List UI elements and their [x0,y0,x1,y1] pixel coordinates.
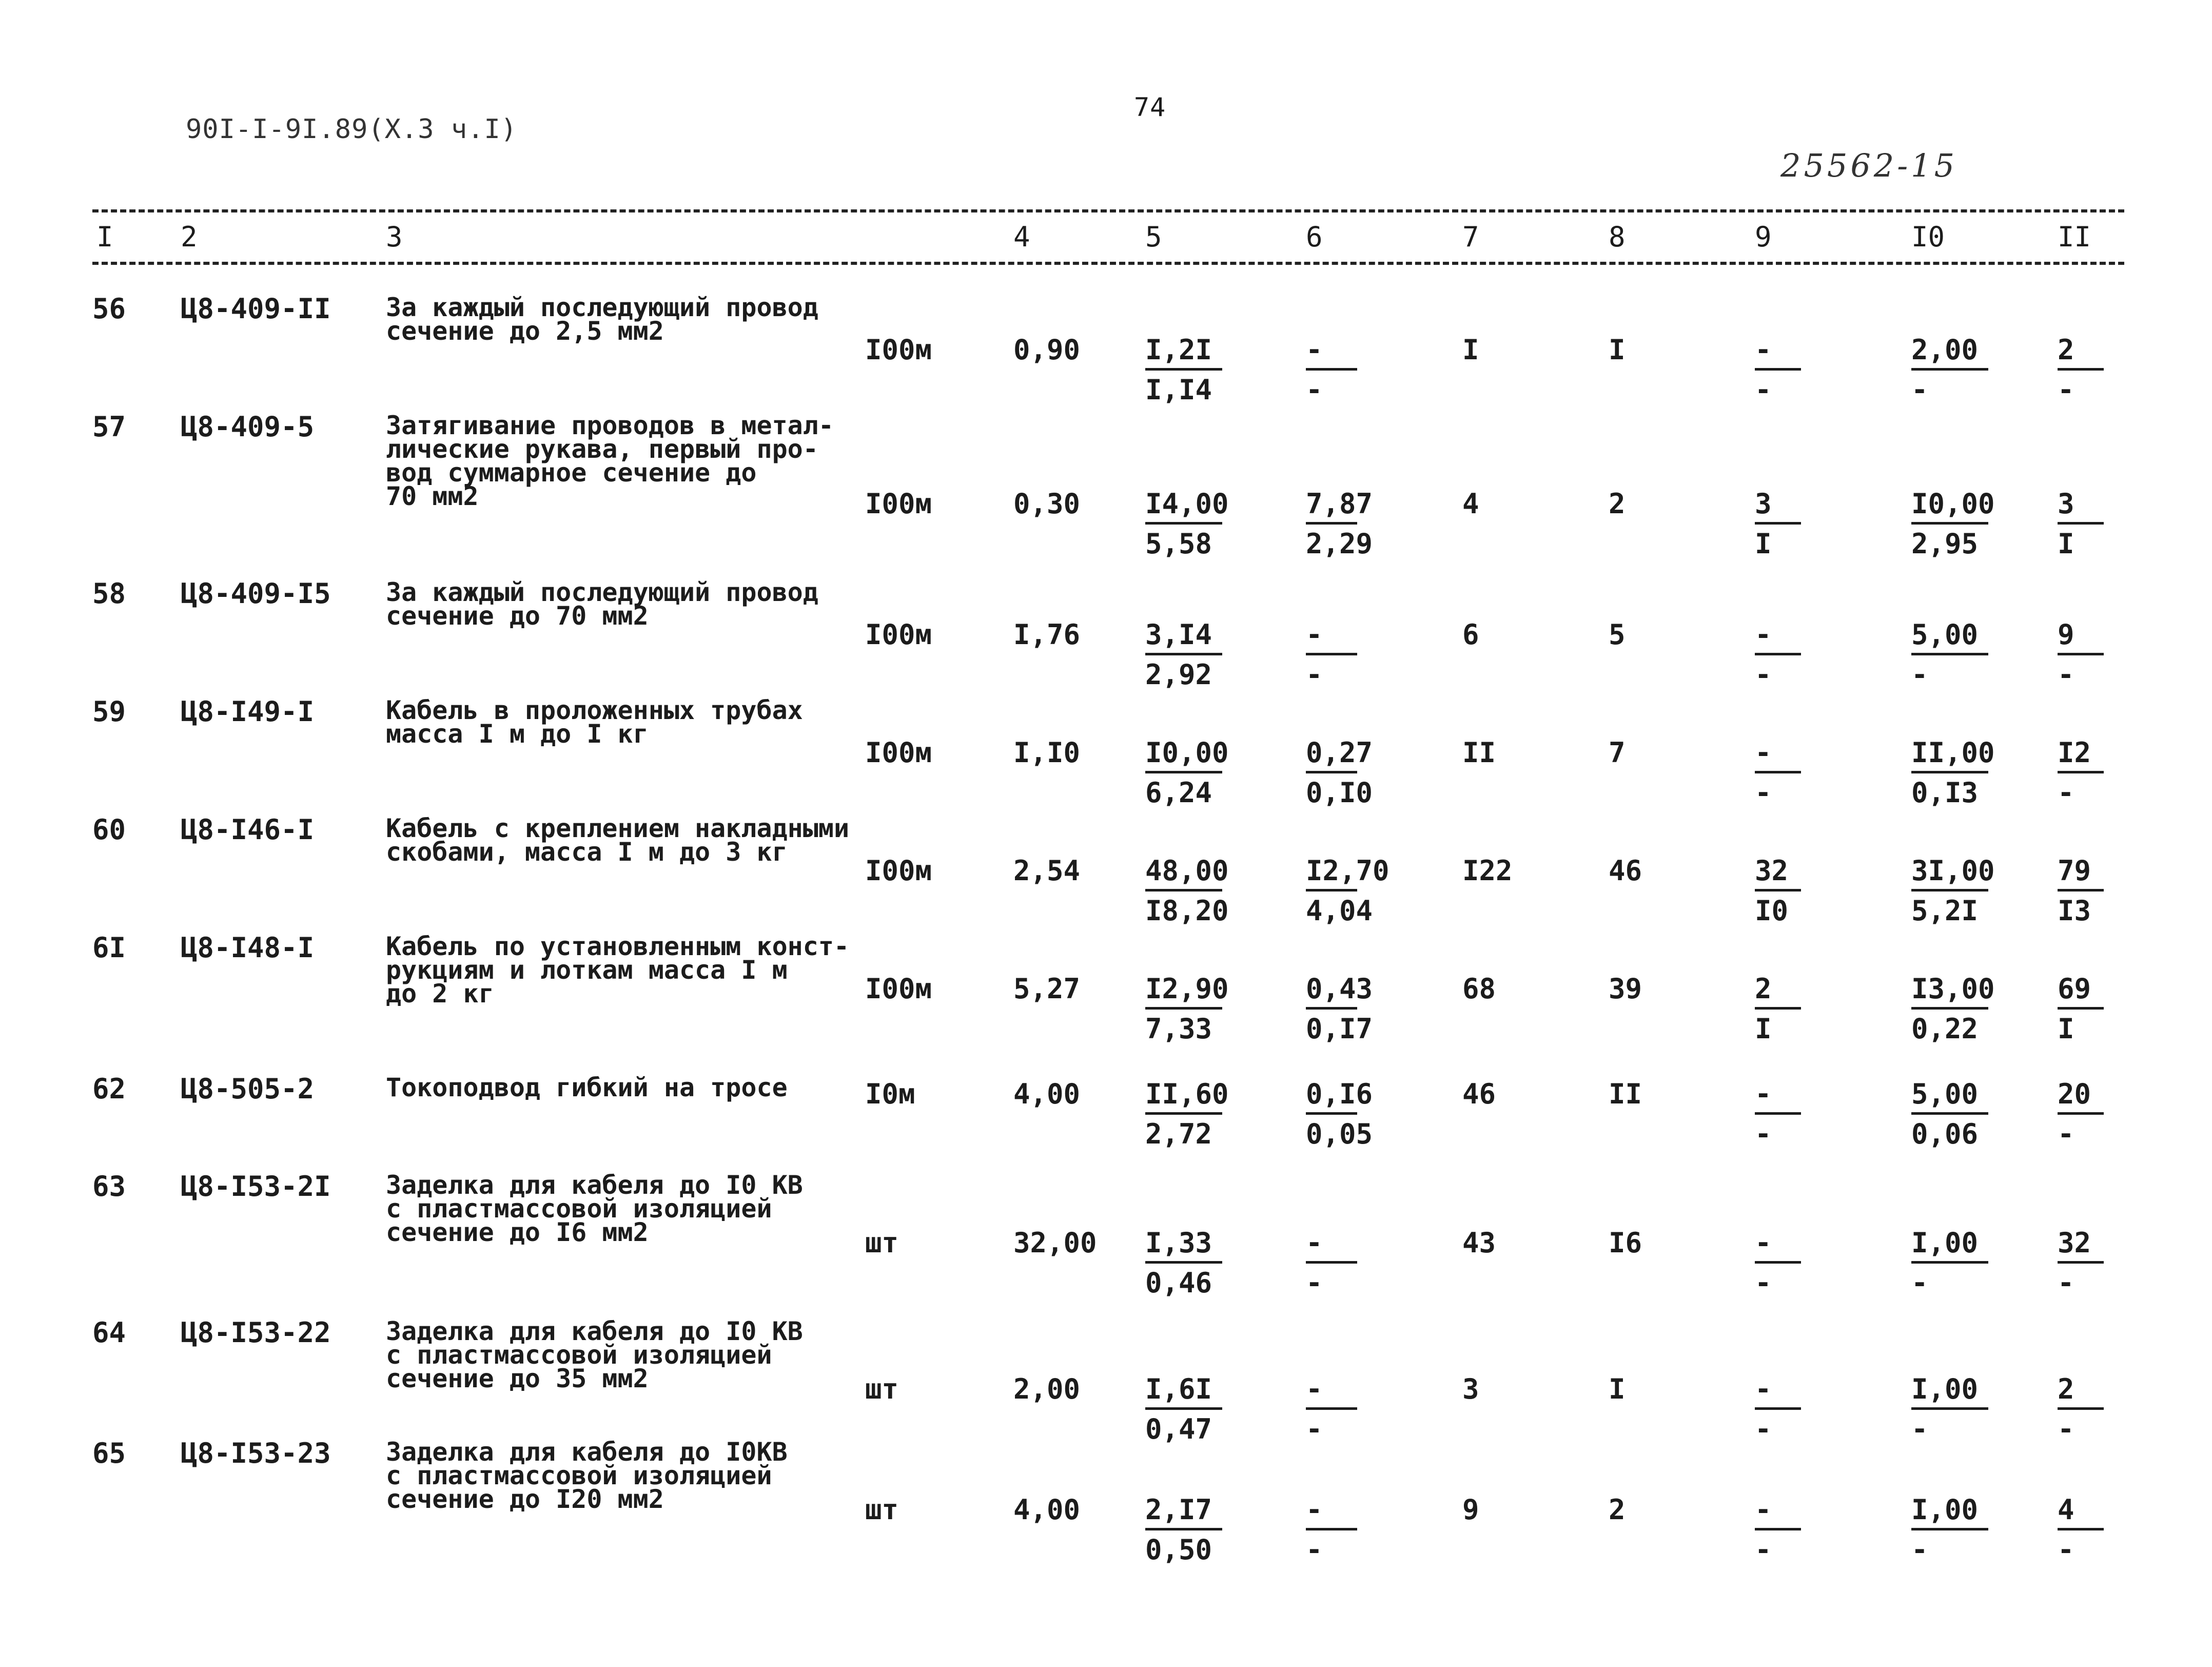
fraction-bar [1755,889,1801,891]
row-number: 57 [92,411,126,443]
column-10-value-denominator: 0,06 [1911,1118,1979,1150]
fraction-bar [1755,368,1801,371]
fraction-bar [1306,1007,1357,1010]
column-9-value-numerator: - [1755,334,1772,366]
column-6-value-numerator: - [1306,1373,1323,1405]
column-10-value-numerator: 5,00 [1911,618,1979,651]
fraction-bar [1911,1528,1988,1530]
column-5-value [1145,488,1229,560]
column-5-value-denominator: I,I4 [1145,374,1212,406]
column-9-value-numerator: 32 [1755,855,1789,887]
document-code: 90I-I-9I.89(X.3 ч.I) [186,114,518,145]
column-11-value-numerator: 4 [2058,1494,2074,1526]
quantity: I,I0 [1013,736,1081,769]
column-11-value [2058,618,2104,691]
column-6-value-denominator: - [1306,1413,1323,1445]
column-9-value-numerator: - [1755,1494,1772,1526]
column-8-value: 2 [1609,488,1626,520]
work-description: За каждый последующий провод сечение до 2,5 мм2 [386,293,818,346]
column-11-value-numerator: 2 [2058,334,2074,366]
column-10-value-numerator: I,00 [1911,1227,1979,1259]
unit-of-measure: I00м [865,334,932,366]
column-11-value-numerator: 9 [2058,618,2074,651]
column-11-value-numerator: I2 [2058,736,2091,769]
fraction-bar [2058,889,2104,891]
column-header: 3 [386,221,403,253]
column-6-value-denominator: 2,29 [1306,528,1373,560]
column-11-value-numerator: 32 [2058,1227,2091,1259]
column-11-value-denominator: I3 [2058,895,2091,927]
column-8-value: 5 [1609,618,1626,651]
rate-code: Ц8-505-2 [181,1073,315,1105]
fraction-bar [1145,368,1222,371]
column-11-value-denominator: - [2058,777,2074,809]
column-8-value: 46 [1609,855,1642,887]
column-9-value-denominator: I [1755,528,1772,560]
column-8-value: I [1609,334,1626,366]
fraction-bar [1755,653,1801,655]
column-10-value [1911,618,1988,691]
column-10-value-numerator: 2,00 [1911,334,1979,366]
unit-of-measure: I0м [865,1078,915,1110]
column-11-value-numerator: 20 [2058,1078,2091,1110]
fraction-bar [1306,889,1357,891]
column-10-value [1911,1373,1988,1445]
column-9-value-denominator: I [1755,1013,1772,1045]
inventory-number: 25562-15 [1780,147,1958,184]
fraction-bar [1755,1261,1801,1264]
column-11-value-numerator: 69 [2058,973,2091,1005]
column-5-value-numerator: 3,I4 [1145,618,1212,651]
fraction-bar [1306,653,1357,655]
column-10-value-denominator: 2,95 [1911,528,1979,560]
column-10-value-denominator: 0,I3 [1911,777,1979,809]
fraction-bar [2058,522,2104,525]
column-header: 4 [1013,221,1030,253]
column-11-value [2058,488,2104,560]
column-5-value-denominator: 0,46 [1145,1267,1212,1299]
column-10-value-denominator: - [1911,658,1928,691]
column-9-value [1755,618,1801,691]
column-8-value: II [1609,1078,1642,1110]
work-description: Затягивание проводов в метал- лические рукава, первый про- вод суммарное сечение до 70 мм2 [386,411,834,511]
column-6-value-denominator: - [1306,658,1323,691]
column-5-value-denominator: 0,50 [1145,1534,1212,1566]
column-header: 9 [1755,221,1772,253]
column-9-value [1755,1078,1801,1150]
column-11-value-denominator: I [2058,528,2074,560]
column-9-value [1755,1494,1801,1566]
column-9-value [1755,973,1801,1045]
column-5-value-numerator: 2,I7 [1145,1494,1212,1526]
column-header: 6 [1306,221,1323,253]
column-10-value-numerator: 5,00 [1911,1078,1979,1110]
column-7-value: 46 [1462,1078,1496,1110]
column-9-value-denominator: - [1755,1413,1772,1445]
fraction-bar [1911,1112,1988,1115]
column-10-value-denominator: - [1911,1413,1928,1445]
fraction-bar [1145,1407,1222,1410]
column-8-value: I6 [1609,1227,1642,1259]
column-10-value-numerator: I3,00 [1911,973,1995,1005]
rate-code: Ц8-I53-23 [181,1437,331,1469]
header-dashed-rule-bottom [92,262,2124,265]
column-6-value [1306,1078,1373,1150]
column-10-value-denominator: - [1911,374,1928,406]
column-5-value-numerator: I,2I [1145,334,1212,366]
column-5-value [1145,1227,1222,1299]
column-8-value: 39 [1609,973,1642,1005]
column-10-value [1911,973,1995,1045]
fraction-bar [1911,889,1988,891]
column-6-value-denominator: - [1306,374,1323,406]
column-9-value-numerator: - [1755,1078,1772,1110]
page-number: 74 [1134,92,1166,122]
column-10-value-denominator: - [1911,1267,1928,1299]
column-10-value [1911,736,1995,809]
fraction-bar [1306,1261,1357,1264]
column-9-value [1755,855,1801,927]
fraction-bar [1755,522,1801,525]
row-number: 64 [92,1316,126,1349]
unit-of-measure: I00м [865,855,932,887]
column-5-value-denominator: 5,58 [1145,528,1212,560]
column-9-value-denominator: - [1755,1118,1772,1150]
column-10-value [1911,488,1995,560]
column-5-value-denominator: 7,33 [1145,1013,1212,1045]
column-11-value-denominator: - [2058,1413,2074,1445]
column-11-value [2058,973,2104,1045]
fraction-bar [1145,653,1222,655]
column-11-value-denominator: - [2058,1267,2074,1299]
column-7-value: 43 [1462,1227,1496,1259]
fraction-bar [1755,1007,1801,1010]
quantity: I,76 [1013,618,1081,651]
column-6-value-numerator: I2,70 [1306,855,1389,887]
column-6-value [1306,618,1357,691]
fraction-bar [2058,1528,2104,1530]
column-6-value-denominator: - [1306,1267,1323,1299]
rate-code: Ц8-I49-I [181,695,315,728]
column-6-value [1306,488,1373,560]
work-description: Заделка для кабеля до I0 КВ с пластмассовой изоляцией сечение до 35 мм2 [386,1316,803,1393]
column-11-value-denominator: - [2058,1534,2074,1566]
work-description: Кабель по установленным конст- рукциям и лоткам масса I м до 2 кг [386,932,850,1009]
unit-of-measure: I00м [865,618,932,651]
column-10-value [1911,1227,1988,1299]
column-7-value: II [1462,736,1496,769]
fraction-bar [1145,1261,1222,1264]
column-9-value [1755,488,1801,560]
column-5-value-numerator: I,33 [1145,1227,1212,1259]
fraction-bar [1145,522,1222,525]
column-11-value [2058,334,2104,406]
column-7-value: I [1462,334,1479,366]
column-11-value-numerator: 79 [2058,855,2091,887]
column-6-value [1306,973,1373,1045]
column-header: 5 [1145,221,1162,253]
column-9-value-numerator: 3 [1755,488,1772,520]
fraction-bar [1911,1407,1988,1410]
column-7-value: 4 [1462,488,1479,520]
fraction-bar [2058,1407,2104,1410]
quantity: 0,30 [1013,488,1081,520]
fraction-bar [1145,889,1222,891]
quantity: 5,27 [1013,973,1081,1005]
column-5-value-numerator: I,6I [1145,1373,1212,1405]
column-6-value [1306,736,1373,809]
column-6-value-numerator: 7,87 [1306,488,1373,520]
column-header: II [2058,221,2091,253]
column-11-value [2058,736,2104,809]
work-description: Заделка для кабеля до I0КВ с пластмассовой изоляцией сечение до I20 мм2 [386,1437,788,1514]
rate-code: Ц8-I53-22 [181,1316,331,1349]
column-10-value [1911,1078,1988,1150]
unit-of-measure: I00м [865,488,932,520]
column-header: 2 [181,221,198,253]
rate-code: Ц8-I53-2I [181,1170,331,1203]
fraction-bar [1145,1528,1222,1530]
column-6-value-numerator: 0,27 [1306,736,1373,769]
column-6-value-denominator: 0,I0 [1306,777,1373,809]
column-5-value [1145,1373,1222,1445]
column-5-value [1145,973,1229,1045]
work-description: Заделка для кабеля до I0 КВ с пластмассовой изоляцией сечение до I6 мм2 [386,1170,803,1247]
column-5-value-numerator: II,60 [1145,1078,1229,1110]
column-header: I0 [1911,221,1945,253]
column-9-value-numerator: - [1755,736,1772,769]
column-11-value [2058,1373,2104,1445]
fraction-bar [1145,1007,1222,1010]
column-6-value-denominator: - [1306,1534,1323,1566]
column-10-value [1911,1494,1988,1566]
fraction-bar [1306,522,1357,525]
column-6-value-denominator: 4,04 [1306,895,1373,927]
fraction-bar [1306,368,1357,371]
quantity: 32,00 [1013,1227,1097,1259]
column-11-value-numerator: 3 [2058,488,2074,520]
column-5-value-denominator: 6,24 [1145,777,1212,809]
column-7-value: I22 [1462,855,1513,887]
column-6-value [1306,855,1389,927]
fraction-bar [1911,1261,1988,1264]
column-10-value-denominator: 0,22 [1911,1013,1979,1045]
quantity: 2,00 [1013,1373,1081,1405]
column-9-value-numerator: - [1755,618,1772,651]
column-11-value-denominator: - [2058,658,2074,691]
column-9-value [1755,1227,1801,1299]
fraction-bar [1145,1112,1222,1115]
column-10-value-denominator: 5,2I [1911,895,1979,927]
fraction-bar [1911,368,1988,371]
column-header: I [96,221,113,253]
column-6-value [1306,334,1357,406]
row-number: 60 [92,813,126,846]
row-number: 65 [92,1437,126,1469]
work-description: За каждый последующий провод сечение до 70 мм2 [386,577,818,631]
row-number: 6I [92,932,126,964]
column-5-value-numerator: I0,00 [1145,736,1229,769]
column-9-value-denominator: - [1755,1267,1772,1299]
column-11-value-numerator: 2 [2058,1373,2074,1405]
unit-of-measure: I00м [865,736,932,769]
column-7-value: 6 [1462,618,1479,651]
column-header: 7 [1462,221,1479,253]
column-6-value-numerator: 0,I6 [1306,1078,1373,1110]
column-9-value [1755,1373,1801,1445]
column-6-value-numerator: - [1306,1494,1323,1526]
column-10-value-numerator: I,00 [1911,1373,1979,1405]
fraction-bar [2058,653,2104,655]
column-10-value [1911,334,1988,406]
column-9-value-denominator: - [1755,1534,1772,1566]
column-5-value-numerator: I2,90 [1145,973,1229,1005]
row-number: 62 [92,1073,126,1105]
column-6-value [1306,1227,1357,1299]
fraction-bar [1306,771,1357,773]
fraction-bar [2058,1261,2104,1264]
column-6-value-numerator: - [1306,618,1323,651]
column-9-value-denominator: - [1755,374,1772,406]
column-11-value-denominator: - [2058,1118,2074,1150]
column-9-value-denominator: - [1755,658,1772,691]
rate-code: Ц8-I46-I [181,813,315,846]
column-5-value-numerator: 48,00 [1145,855,1229,887]
fraction-bar [1306,1528,1357,1530]
column-7-value: 68 [1462,973,1496,1005]
column-5-value [1145,1494,1222,1566]
row-number: 59 [92,695,126,728]
unit-of-measure: шт [865,1494,899,1526]
rate-code: Ц8-409-5 [181,411,315,443]
fraction-bar [1755,1112,1801,1115]
column-9-value-denominator: - [1755,777,1772,809]
column-10-value-numerator: I,00 [1911,1494,1979,1526]
column-5-value-denominator: 0,47 [1145,1413,1212,1445]
row-number: 56 [92,293,126,325]
fraction-bar [1755,771,1801,773]
column-9-value-numerator: - [1755,1373,1772,1405]
column-6-value-numerator: - [1306,1227,1323,1259]
column-5-value-denominator: I8,20 [1145,895,1229,927]
column-10-value-numerator: I0,00 [1911,488,1995,520]
column-7-value: 9 [1462,1494,1479,1526]
fraction-bar [2058,771,2104,773]
unit-of-measure: I00м [865,973,932,1005]
column-5-value [1145,855,1229,927]
column-11-value [2058,855,2104,927]
column-5-value [1145,736,1229,809]
column-5-value [1145,1078,1229,1150]
column-10-value-numerator: II,00 [1911,736,1995,769]
fraction-bar [2058,1112,2104,1115]
fraction-bar [1306,1112,1357,1115]
fraction-bar [2058,368,2104,371]
quantity: 4,00 [1013,1494,1081,1526]
column-7-value: 3 [1462,1373,1479,1405]
column-6-value [1306,1373,1357,1445]
column-8-value: 2 [1609,1494,1626,1526]
unit-of-measure: шт [865,1373,899,1405]
column-5-value [1145,334,1222,406]
work-description: Токоподвод гибкий на тросе [386,1073,788,1102]
column-6-value-denominator: 0,I7 [1306,1013,1373,1045]
row-number: 58 [92,577,126,610]
column-10-value [1911,855,1995,927]
fraction-bar [1911,653,1988,655]
column-8-value: 7 [1609,736,1626,769]
fraction-bar [1755,1528,1801,1530]
fraction-bar [2058,1007,2104,1010]
fraction-bar [1145,771,1222,773]
column-9-value [1755,334,1801,406]
column-11-value [2058,1227,2104,1299]
unit-of-measure: шт [865,1227,899,1259]
column-6-value [1306,1494,1357,1566]
quantity: 0,90 [1013,334,1081,366]
work-description: Кабель с креплением накладными скобами, масса I м до 3 кг [386,813,850,867]
fraction-bar [1306,1407,1357,1410]
column-8-value: I [1609,1373,1626,1405]
quantity: 4,00 [1013,1078,1081,1110]
fraction-bar [1911,771,1988,773]
column-11-value [2058,1494,2104,1566]
column-11-value-denominator: - [2058,374,2074,406]
column-9-value [1755,736,1801,809]
column-10-value-numerator: 3I,00 [1911,855,1995,887]
column-11-value [2058,1078,2104,1150]
fraction-bar [1911,1007,1988,1010]
column-9-value-numerator: - [1755,1227,1772,1259]
column-5-value [1145,618,1222,691]
column-9-value-denominator: I0 [1755,895,1789,927]
header-dashed-rule-top [92,209,2124,212]
work-description: Кабель в проложенных трубах масса I м до I кг [386,695,803,749]
column-5-value-denominator: 2,92 [1145,658,1212,691]
column-header: 8 [1609,221,1626,253]
column-5-value-denominator: 2,72 [1145,1118,1212,1150]
rate-code: Ц8-I48-I [181,932,315,964]
rate-code: Ц8-409-II [181,293,331,325]
quantity: 2,54 [1013,855,1081,887]
column-6-value-numerator: - [1306,334,1323,366]
rate-code: Ц8-409-I5 [181,577,331,610]
column-6-value-denominator: 0,05 [1306,1118,1373,1150]
row-number: 63 [92,1170,126,1203]
column-5-value-numerator: I4,00 [1145,488,1229,520]
fraction-bar [1911,522,1988,525]
column-9-value-numerator: 2 [1755,973,1772,1005]
column-6-value-numerator: 0,43 [1306,973,1373,1005]
column-10-value-denominator: - [1911,1534,1928,1566]
fraction-bar [1755,1407,1801,1410]
column-11-value-denominator: I [2058,1013,2074,1045]
